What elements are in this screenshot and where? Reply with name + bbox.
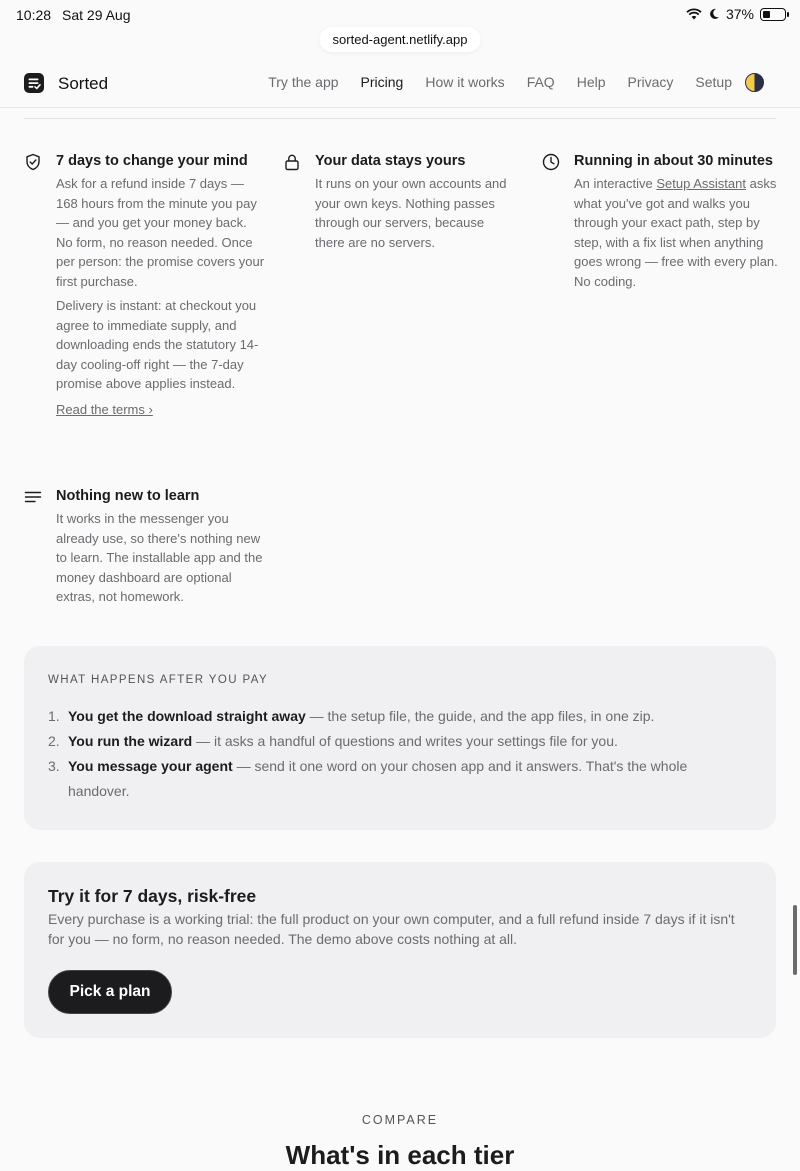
- nav-link-faq[interactable]: FAQ: [526, 74, 555, 90]
- feature-title: Your data stays yours: [315, 153, 466, 169]
- feature-title: 7 days to change your mind: [56, 153, 248, 169]
- nav-link-try-the-app[interactable]: Try the app: [268, 74, 339, 90]
- feature-learn: [56, 487, 266, 607]
- feature-body: It runs on your own accounts and your own keys. Nothing passes through our servers, because there are no servers.: [315, 176, 507, 250]
- scrollbar[interactable]: [793, 905, 797, 975]
- lock-icon: [283, 153, 301, 171]
- step-title: You message your agent: [68, 758, 233, 774]
- read-terms-link[interactable]: Read the terms ›: [56, 401, 153, 417]
- after-pay-steps: [48, 704, 752, 804]
- step-item: [48, 754, 752, 804]
- feature-title: Nothing new to learn: [56, 488, 200, 504]
- feature-body: [574, 174, 780, 291]
- feature-body-text: An interactive: [574, 176, 657, 191]
- top-nav: [0, 60, 800, 108]
- setup-assistant-link[interactable]: Setup Assistant: [656, 176, 746, 191]
- compare-heading: What's in each tier: [285, 1140, 515, 1170]
- shield-check-icon: [24, 153, 42, 171]
- step-number: 3.: [48, 758, 60, 774]
- step-number: 1.: [48, 708, 60, 724]
- status-indicators: [686, 6, 786, 22]
- feature-setup: [574, 152, 780, 291]
- nav-link-help[interactable]: Help: [576, 74, 606, 90]
- nav-link-setup[interactable]: Setup: [695, 74, 732, 90]
- nav-link-pricing[interactable]: Pricing: [360, 74, 404, 90]
- step-title: You run the wizard: [68, 733, 193, 749]
- moon-icon: [708, 8, 720, 20]
- sorted-logo-icon[interactable]: [24, 73, 44, 93]
- trial-title: Try it for 7 days, risk-free: [48, 886, 257, 906]
- url-bar[interactable]: sorted-agent.netlify.app: [320, 27, 481, 52]
- step-text: — send it one word on your chosen app and it answers. That's the whole handover.: [68, 758, 688, 799]
- divider: [24, 118, 776, 119]
- step-text: — the setup file, the guide, and the app files, in one zip.: [305, 708, 655, 724]
- feature-note: Delivery is instant: at checkout you agree to immediate supply, and downloading ends the statutory 14-day cooling-off right — the 7-day promise above applies instead.: [56, 298, 259, 391]
- trial-body: Every purchase is a working trial: the full product on your own computer, and a full refund inside 7 days if it isn't for you — no form, no reason needed. The demo above costs nothing at all.: [48, 911, 735, 947]
- theme-toggle-icon[interactable]: [745, 73, 764, 92]
- text-lines-icon: [24, 488, 42, 506]
- nav-link-privacy[interactable]: Privacy: [627, 74, 674, 90]
- after-pay-heading: WHAT HAPPENS AFTER YOU PAY: [48, 674, 269, 686]
- step-item: [48, 729, 752, 754]
- status-date: Sat 29 Aug: [62, 7, 131, 23]
- feature-body-text: asks what you've got and walks you through your exact path, step by step, with a fix list when anything goes wrong — free with every plan. No coding.: [574, 176, 778, 289]
- pick-a-plan-button[interactable]: Pick a plan: [48, 970, 172, 1014]
- step-text: — it asks a handful of questions and writes your settings file for you.: [192, 733, 618, 749]
- status-bar: [0, 0, 800, 30]
- step-title: You get the download straight away: [68, 708, 306, 724]
- step-item: [48, 704, 752, 729]
- after-pay-panel: [24, 646, 776, 830]
- feature-body: Ask for a refund inside 7 days — 168 hours from the minute you pay — and you get your money back. No form, no reason needed. Once per person: the promise covers your first purchase.: [56, 176, 265, 289]
- compare-eyebrow: COMPARE: [361, 1113, 439, 1127]
- clock-icon: [542, 153, 560, 171]
- feature-body: It works in the messenger you already use, so there's nothing new to learn. The installable app and the money dashboard are optional extras, not homework.: [56, 511, 263, 604]
- status-time: 10:28: [16, 7, 52, 23]
- battery-icon: [760, 8, 786, 21]
- feature-data: [315, 152, 515, 252]
- nav-links: [268, 74, 732, 90]
- wifi-icon: [686, 8, 702, 20]
- battery-percent: 37%: [725, 6, 754, 22]
- feature-refund: [56, 152, 266, 419]
- feature-title: Running in about 30 minutes: [574, 153, 773, 169]
- nav-link-how-it-works[interactable]: How it works: [425, 74, 505, 90]
- step-number: 2.: [48, 733, 60, 749]
- brand-name[interactable]: Sorted: [58, 74, 109, 93]
- trial-panel: [24, 862, 776, 1038]
